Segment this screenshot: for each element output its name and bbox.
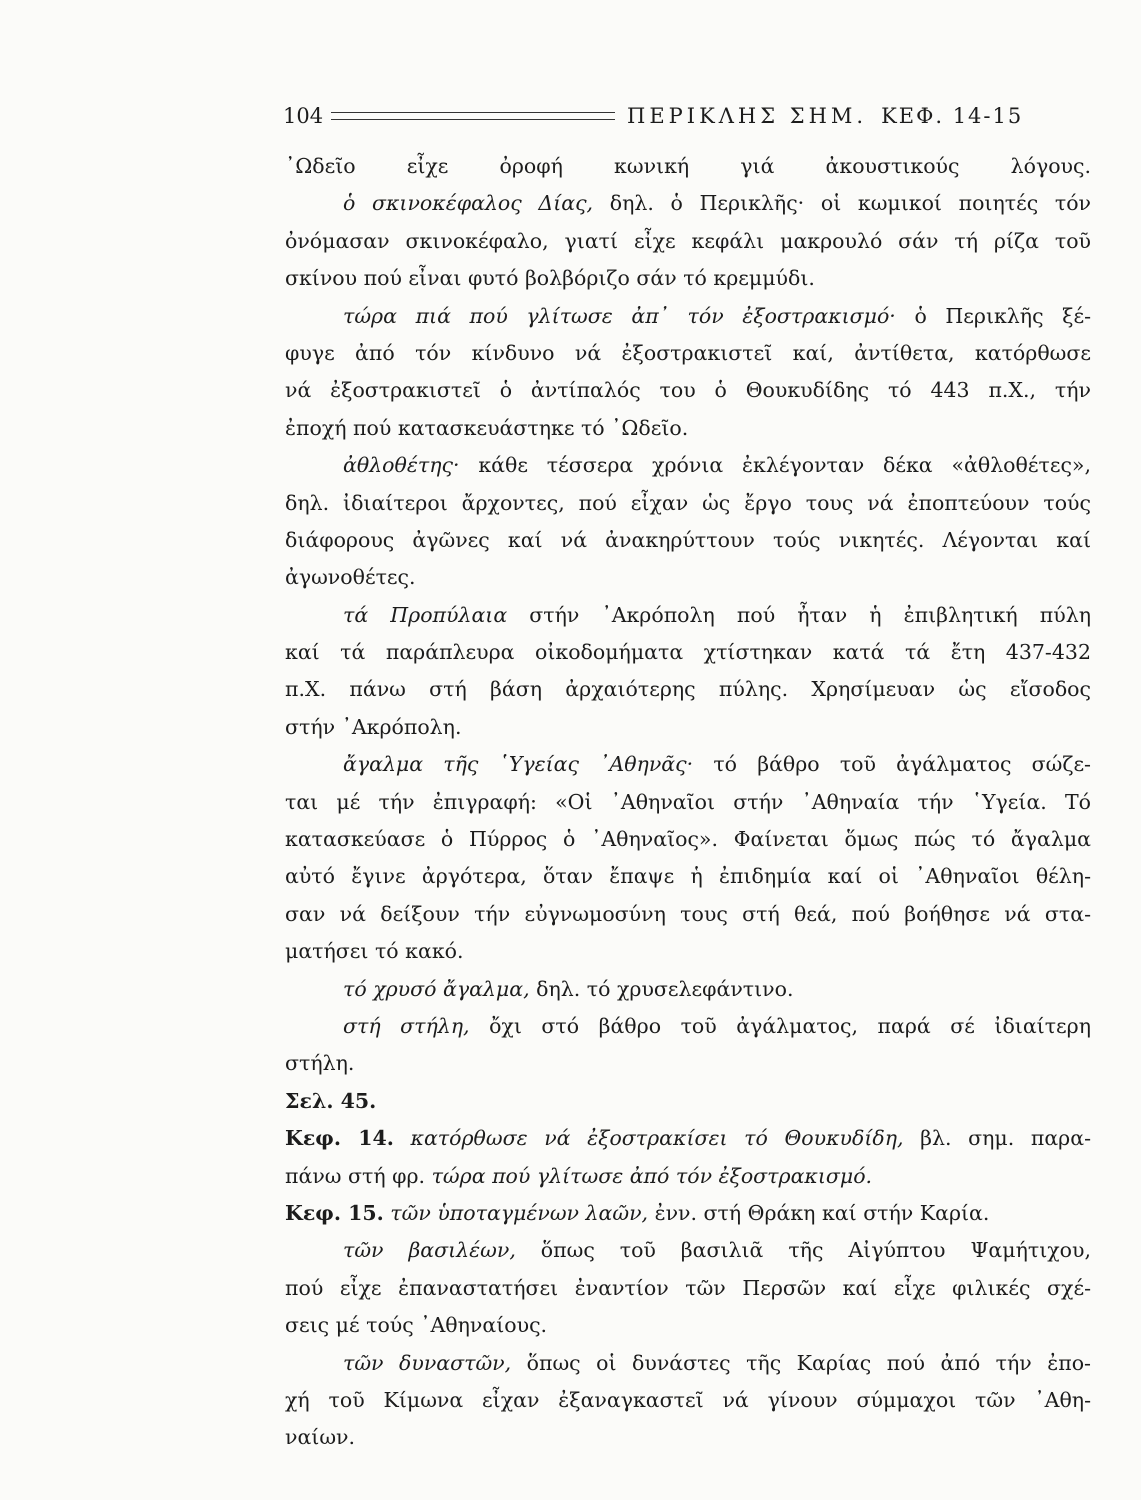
line-text: ὅπως οἱ δυνάστες τῆς Καρίας πού ἀπό τήν ἐπο-: [511, 1350, 1091, 1375]
text-line: [285, 185, 1091, 222]
line-text: δηλ. ἰδιαίτεροι ἄρχοντες, πού εἶχαν ὡς ἔργο τους νά ἐποπτεύουν τούς: [285, 490, 1091, 515]
body-text: [285, 148, 1091, 1457]
text-line: [285, 260, 1091, 297]
section-heading: Σελ. 45.: [285, 1088, 377, 1113]
line-text: ται μέ τήν ἐπιγραφή: «Οἱ ᾿Αθηναῖοι στήν ᾿Αθηναία τήν ῾Υγεία. Τό: [285, 789, 1091, 814]
line-text: διάφορους ἀγῶνες καί νά ἀνακηρύττουν τούς νικητές. Λέγονται καί: [285, 527, 1091, 552]
text-line: [285, 896, 1091, 933]
line-text: ἐνν. στή Θράκη καί στήν Καρία.: [648, 1200, 990, 1225]
text-line: [285, 1195, 1091, 1232]
lemma-term: στή στήλη,: [343, 1013, 470, 1038]
line-text: στήν ᾿Ακρόπολη πού ἦταν ἡ ἐπιβλητική πύλη: [507, 602, 1092, 627]
line-text: δηλ. τό χρυσελεφάντινο.: [529, 976, 794, 1001]
line-text: αὐτό ἔγινε ἀργότερα, ὅταν ἔπαψε ἡ ἐπιδημία καί οἱ ᾿Αθηναῖοι θέλη-: [285, 864, 1091, 889]
chapter-ref: Κεφ. 14.: [285, 1126, 394, 1151]
lemma-term: τά Προπύλαια: [343, 602, 508, 627]
header-rule: [331, 112, 615, 120]
text-line: [285, 1083, 1091, 1120]
text-line: [285, 447, 1091, 484]
line-text: κάθε τέσσερα χρόνια ἐκλέγονταν δέκα «ἀθλοθέτες»,: [459, 453, 1091, 478]
lemma-term: τό χρυσό ἄγαλμα,: [343, 976, 530, 1001]
text-line: [285, 671, 1091, 708]
line-text: ναίων.: [285, 1425, 356, 1450]
text-line: [285, 1419, 1091, 1456]
lemma-term: τῶν ὑποταγμένων λαῶν,: [383, 1200, 649, 1225]
text-line: [285, 634, 1091, 671]
line-text: φυγε ἀπό τόν κίνδυνο νά ἐξοστρακιστεῖ καί, ἀντίθετα, κατόρθωσε: [285, 340, 1091, 365]
text-line: [285, 933, 1091, 970]
text-line: [285, 1158, 1091, 1195]
page-number: 104: [283, 104, 324, 128]
text-line: [285, 821, 1091, 858]
line-text: πάνω στή φρ.: [285, 1163, 432, 1188]
line-text: στήλη.: [285, 1051, 355, 1076]
line-text: ὁ Περικλῆς ξέ-: [895, 303, 1091, 328]
text-line: [285, 709, 1091, 746]
text-line: [285, 1345, 1091, 1382]
header-title: ΠΕΡΙΚΛΗΣ ΣΗΜ.: [627, 104, 868, 128]
text-line: [285, 223, 1091, 260]
text-line: [285, 597, 1091, 634]
text-line: [285, 335, 1091, 372]
line-text: πού εἶχε ἐπαναστατήσει ἐναντίον τῶν Περσῶν καί εἶχε φιλικές σχέ-: [285, 1275, 1091, 1300]
line-text: δηλ. ὁ Περικλῆς· οἱ κωμικοί ποιητές τόν: [593, 191, 1091, 216]
line-text: σεις μέ τούς ᾿Αθηναίους.: [285, 1313, 548, 1338]
text-line: [285, 485, 1091, 522]
text-line: [285, 1307, 1091, 1344]
text-line: [285, 1270, 1091, 1307]
text-line: [285, 1382, 1091, 1419]
header-section: ΚΕΦ. 14-15: [881, 104, 1024, 128]
chapter-ref: Κεφ. 15.: [285, 1200, 384, 1225]
line-text: σαν νά δείξουν τήν εὐγνωμοσύνη τους στή θεά, πού βοήθησε νά στα-: [285, 901, 1091, 926]
text-line: [285, 559, 1091, 596]
line-text: ᾿Ωδεῖο εἶχε ὀροφή κωνική γιά ἀκουστικούς λόγους.: [285, 154, 1091, 178]
line-text: ἀγωνοθέτες.: [285, 565, 416, 590]
running-header: [283, 98, 1089, 134]
text-line: [285, 971, 1091, 1008]
line-text: καί τά παράπλευρα οἰκοδομήματα χτίστηκαν κατά τά ἔτη 437-432: [285, 640, 1091, 665]
line-text: σκίνου πού εἶναι φυτό βολβόριζο σάν τό κρεμμύδι.: [285, 266, 815, 291]
line-text: βλ. σημ. παρα-: [903, 1126, 1091, 1151]
text-line: [285, 298, 1091, 335]
line-text: ἐποχή πού κατασκευάστηκε τό ᾿Ωδεῖο.: [285, 415, 689, 440]
text-line: [285, 148, 1091, 185]
text-line: [285, 1045, 1091, 1082]
lemma-term: τῶν βασιλέων,: [343, 1238, 516, 1263]
line-text: στήν ᾿Ακρόπολη.: [285, 714, 462, 739]
text-line: [285, 1232, 1091, 1269]
line-text: ματήσει τό κακό.: [285, 939, 464, 964]
line-text: π.Χ. πάνω στή βάση ἀρχαιότερης πύλης. Χρησίμευαν ὡς εἴσοδος: [285, 677, 1091, 702]
lemma-term: ἄγαλμα τῆς ῾Υγείας ᾿Αθηνᾶς·: [343, 752, 694, 777]
text-line: [285, 1008, 1091, 1045]
lemma-term: τῶν δυναστῶν,: [343, 1350, 512, 1375]
line-text: νά ἐξοστρακιστεῖ ὁ ἀντίπαλός του ὁ Θουκυδίδης τό 443 π.Χ., τήν: [285, 378, 1091, 403]
lemma-term: ἀθλοθέτης·: [343, 453, 460, 478]
line-text: τό βάθρο τοῦ ἀγάλματος σώζε-: [693, 752, 1091, 777]
text-line: [285, 784, 1091, 821]
text-line: [285, 522, 1091, 559]
lemma-term: κατόρθωσε νά ἐξοστρακίσει τό Θουκυδίδη,: [393, 1126, 904, 1151]
text-line: [285, 372, 1091, 409]
lemma-term: τώρα πιά πού γλίτωσε ἀπ᾿ τόν ἐξοστρακισμό·: [343, 303, 896, 328]
text-line: [285, 858, 1091, 895]
line-text: ὀνόμασαν σκινοκέφαλο, γιατί εἶχε κεφάλι μακρουλό σάν τή ρίζα τοῦ: [285, 228, 1091, 253]
text-line: [285, 410, 1091, 447]
lemma-term: τώρα πού γλίτωσε ἀπό τόν ἐξοστρακισμό.: [431, 1163, 873, 1188]
line-text: ὅπως τοῦ βασιλιᾶ τῆς Αἰγύπτου Ψαμήτιχου,: [515, 1238, 1091, 1263]
line-text: ὄχι στό βάθρο τοῦ ἀγάλματος, παρά σέ ἰδιαίτερη: [469, 1013, 1092, 1038]
line-text: κατασκεύασε ὁ Πύρρος ὁ ᾿Αθηναῖος». Φαίνεται ὅμως πώς τό ἄγαλμα: [285, 827, 1091, 852]
lemma-term: ὁ σκινοκέφαλος Δίας,: [343, 191, 594, 216]
text-line: [285, 1120, 1091, 1157]
text-line: [285, 746, 1091, 783]
line-text: χή τοῦ Κίμωνα εἶχαν ἐξαναγκαστεῖ νά γίνουν σύμμαχοι τῶν ᾿Αθη-: [285, 1387, 1091, 1412]
